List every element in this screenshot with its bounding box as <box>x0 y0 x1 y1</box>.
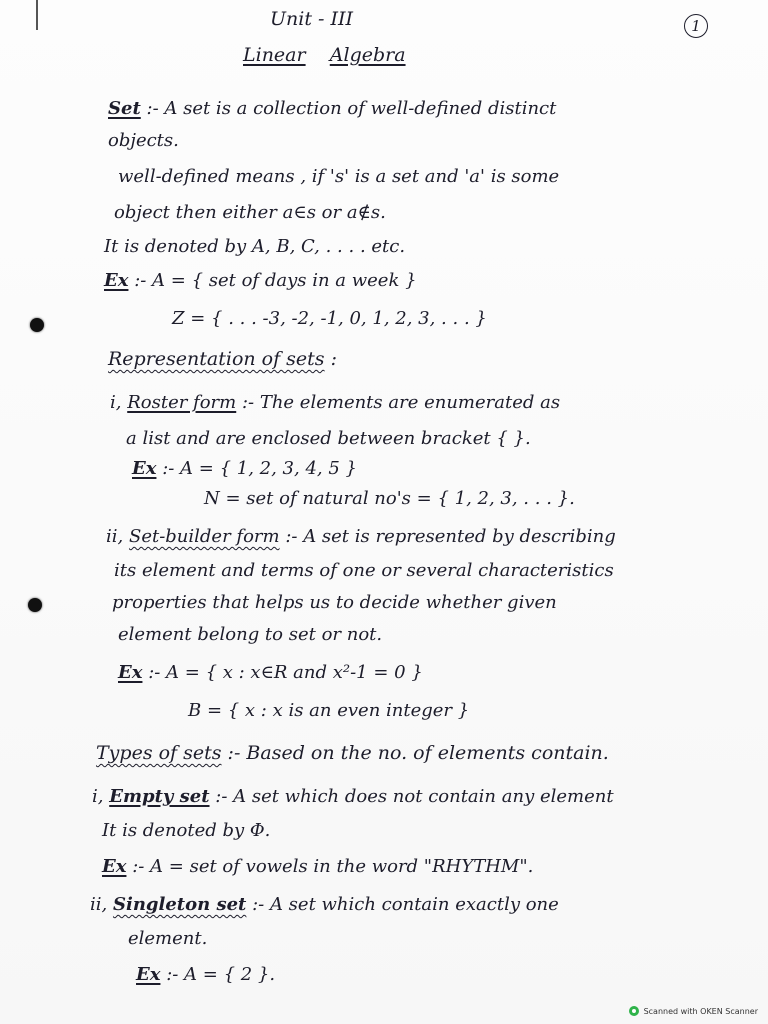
scanner-logo-icon <box>629 1006 639 1016</box>
line-text: :- A set is a collection of well-defined distinct <box>146 98 557 119</box>
line-text: Z = { . . . -3, -2, -1, 0, 1, 2, 3, . . . } <box>172 308 487 329</box>
line-example: Ex :- A = { x : x∈R and x²-1 = 0 } <box>118 662 423 683</box>
set-builder-label: Set-builder form <box>128 526 280 547</box>
line-example: Ex :- A = { 2 }. <box>136 964 276 985</box>
ex-label: Ex <box>104 270 129 291</box>
punch-hole <box>30 318 44 332</box>
line-text: element belong to set or not. <box>118 624 383 645</box>
line-text: N = set of natural no's = { 1, 2, 3, . . . }. <box>204 488 575 509</box>
line-singleton-set: ii, Singleton set :- A set which contain exactly one <box>90 894 559 915</box>
title-linear: Linear <box>243 44 306 66</box>
set-label: Set <box>108 98 141 119</box>
line-text: its element and terms of one or several characteristics <box>114 560 614 581</box>
representation-heading: Representation of sets <box>108 348 325 370</box>
roster-label: Roster form <box>127 392 237 413</box>
line-text: element. <box>128 928 208 949</box>
punch-hole <box>28 598 42 612</box>
margin-mark <box>36 0 38 30</box>
line-roster: i, Roster form :- The elements are enumerated as <box>110 392 561 413</box>
ex-label: Ex <box>136 964 161 985</box>
line-types: Types of sets :- Based on the no. of elements contain. <box>96 742 609 764</box>
line-text: It is denoted by Φ. <box>102 820 271 841</box>
line-text: B = { x : x is an even integer } <box>188 700 470 721</box>
singleton-set-label: Singleton set <box>112 894 247 915</box>
ex-label: Ex <box>118 662 143 683</box>
ex-label: Ex <box>132 458 157 479</box>
line-example: Ex :- A = { 1, 2, 3, 4, 5 } <box>132 458 357 479</box>
scanner-text: Scanned with OKEN Scanner <box>643 1006 758 1016</box>
line-text: It is denoted by A, B, C, . . . . etc. <box>104 236 406 257</box>
title-algebra: Algebra <box>329 44 406 66</box>
line-set-builder: ii, Set-builder form :- A set is represented by describing <box>106 526 616 547</box>
page-number: 1 <box>684 14 708 38</box>
line-text: object then either a∈s or a∉s. <box>114 202 386 223</box>
line-example: Ex :- A = set of vowels in the word "RHYTHM". <box>102 856 534 877</box>
line-text: well-defined means , if 's' is a set and 'a' is some <box>118 166 560 187</box>
line-empty-set: i, Empty set :- A set which does not contain any element <box>92 786 614 807</box>
page-title <box>243 44 406 66</box>
line-set-definition <box>108 98 556 119</box>
line-text: properties that helps us to decide whether given <box>112 592 557 613</box>
line-text: a list and are enclosed between bracket { }. <box>126 428 531 449</box>
scanner-footer <box>629 1006 758 1016</box>
line-text: objects. <box>108 130 179 151</box>
unit-heading: Unit - III <box>270 8 353 30</box>
line-example <box>104 270 417 291</box>
line-text: :- A = { set of days in a week } <box>134 270 417 291</box>
ex-label: Ex <box>102 856 127 877</box>
empty-set-label: Empty set <box>109 786 210 807</box>
line-heading: Representation of sets : <box>108 348 338 370</box>
types-heading: Types of sets <box>96 742 222 764</box>
